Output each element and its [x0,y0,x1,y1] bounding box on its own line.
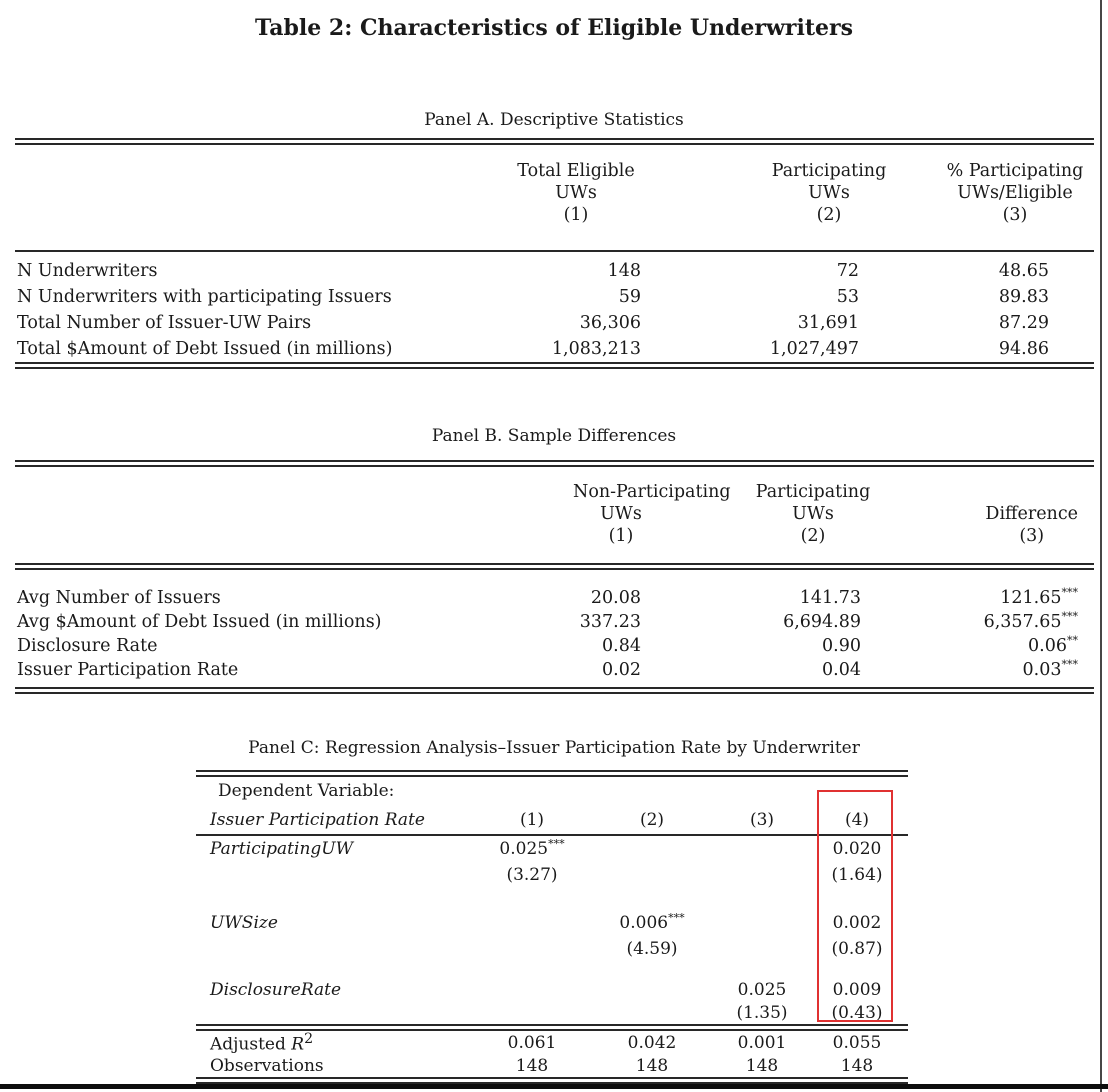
table-row [15,570,1094,610]
value-cell: 0.001 [737,1032,787,1053]
value-cell: 89.83 [998,287,1049,307]
tstat-row [196,862,908,888]
coefficient-value: 0.006 [619,913,669,933]
value-cell: 20.08 [590,588,641,608]
value-cell: 0.025 [737,980,787,1000]
column-header-participating [669,145,887,250]
filler-cell [894,862,908,888]
panel-c-coefficients [196,836,908,1024]
table-row [15,634,1094,658]
value-cell [600,836,704,862]
row-label: N Underwriters with participating Issuers [17,287,392,307]
value-cell: 87.29 [998,313,1049,333]
panel-c-caption: Panel C: Regression Analysis–Issuer Participation Rate by Underwriter [248,738,860,758]
value-cell: 94.86 [998,339,1049,359]
table-row [15,310,1094,336]
value-cell: 0.020 [832,839,882,859]
filler-cell [894,1031,908,1055]
header-line: % Participating [946,161,1084,181]
header-line: Participating [755,482,871,502]
difference-value: 0.03 [1022,660,1062,680]
column-header: (1) [519,809,545,830]
significance-stars: *** [668,911,685,925]
value-cell: 148 [635,1055,669,1076]
header-line: (1) [563,205,589,225]
panel-b-body [15,570,1094,682]
value-cell: 1,027,497 [769,339,859,359]
table-row [15,610,1094,634]
tstat-cell: (1.35) [736,1003,788,1023]
row-label: UWSize [210,913,278,933]
value-cell: 0.061 [507,1032,557,1053]
value-cell [887,610,1094,634]
tstat-row [196,936,908,962]
significance-stars: *** [1061,586,1078,600]
significance-stars: ** [1067,634,1078,648]
header-line: Total Eligible [517,161,635,181]
table-row [15,336,1094,362]
row-label: Observations [210,1055,324,1076]
difference-value: 6,357.65 [983,612,1062,632]
panel-c-table [196,770,908,1084]
dependent-variable-name: Issuer Participation Rate [210,809,425,830]
value-cell: 72 [836,261,859,281]
column-header: (2) [639,809,665,830]
filler-cell [894,1055,908,1077]
value-cell: 31,691 [797,313,859,333]
spacer-row [196,888,908,910]
column-header-pct-participating [887,145,1094,250]
significance-stars: *** [548,837,565,851]
panel-b-caption: Panel B. Sample Differences [431,426,677,446]
page-bottom-border [0,1084,1108,1089]
tstat-cell: (3.27) [506,865,558,885]
row-label: Total Number of Issuer-UW Pairs [17,313,312,333]
difference-value: 121.65 [1000,588,1062,608]
rule-double [196,1077,908,1084]
value-cell: 1,083,213 [551,339,641,359]
header-line: Non-Participating [573,482,731,502]
tstat-cell: (0.87) [831,939,883,959]
filler-cell [894,910,908,936]
filler-cell [894,836,908,862]
tstat-cell: (0.43) [831,1003,883,1023]
value-cell [704,836,820,862]
coefficient-row [196,910,908,936]
panel-b-header-row [15,467,1094,563]
tstat-row [196,1002,908,1024]
empty-cell [196,1002,464,1024]
column-header-total-eligible [451,145,669,250]
filler-cell [894,1002,908,1024]
value-cell: 148 [745,1055,779,1076]
table-row [15,252,1094,284]
empty-cell [196,936,464,962]
header-line: UWs/Eligible [957,183,1073,203]
column-header: (3) [749,809,775,830]
column-header-difference [887,467,1094,563]
value-cell: 0.055 [832,1032,882,1053]
row-label: N Underwriters [17,261,158,281]
value-cell [464,836,600,862]
row-label: Issuer Participation Rate [17,660,239,680]
filler-cell [894,805,908,834]
coefficient-value: 0.025 [499,839,549,859]
spacer-row [196,962,908,978]
rule-double [15,362,1094,369]
panel-a-header-row [15,145,1094,250]
filler-cell [894,936,908,962]
table-row [15,284,1094,310]
stats-row [196,1031,908,1055]
panel-c-stats [196,1031,908,1077]
value-cell: 0.002 [832,913,882,933]
table-row [196,777,908,805]
difference-value: 0.06 [1028,636,1067,656]
table-row [196,805,908,834]
rule-double [15,138,1094,145]
rule-double [196,1024,908,1031]
header-line: (2) [816,205,842,225]
header-line: (1) [608,526,634,546]
tstat-cell: (1.64) [831,865,883,885]
table-title: Table 2: Characteristics of Eligible Underwriters [254,15,854,41]
superscript-2: 2 [304,1031,314,1047]
page-right-border [1100,0,1102,1092]
header-line: (3) [1002,205,1028,225]
panel-a-caption: Panel A. Descriptive Statistics [424,110,684,130]
value-cell: 0.84 [602,636,641,656]
coefficient-row [196,836,908,862]
value-cell [600,910,704,936]
row-label: ParticipatingUW [210,839,354,859]
header-line: (3) [1019,526,1045,546]
header-line: UWs [808,183,850,203]
value-cell: 0.90 [822,636,861,656]
header-line: Participating [771,161,887,181]
column-header-non-participating [451,467,731,563]
empty-cell [600,862,704,888]
empty-cell [464,1002,600,1024]
row-label: Disclosure Rate [17,636,158,656]
row-label: Avg $Amount of Debt Issued (in millions) [17,612,382,632]
value-cell: 0.009 [832,980,882,1000]
value-cell: 148 [840,1055,874,1076]
significance-stars: *** [1061,658,1078,672]
header-line: UWs [600,504,642,524]
empty-header-cell [15,467,451,563]
header-line: Difference [985,504,1078,524]
value-cell: 0.04 [822,660,861,680]
row-label [196,1031,464,1055]
stats-row [196,1055,908,1077]
empty-cell [704,936,820,962]
value-cell: 148 [515,1055,549,1076]
value-cell: 141.73 [799,588,861,608]
coefficient-row [196,978,908,1002]
stat-label: Adjusted [210,1034,292,1055]
significance-stars: *** [1061,610,1078,624]
header-line: UWs [555,183,597,203]
value-cell: 59 [618,287,641,307]
header-block [985,503,1078,547]
value-cell: 337.23 [579,612,641,632]
value-cell [600,978,704,1002]
filler-cell [894,978,908,1002]
value-cell [887,570,1094,610]
value-cell: 53 [836,287,859,307]
value-cell: 48.65 [998,261,1049,281]
value-cell: 6,694.89 [783,612,861,632]
column-header: (4) [844,809,870,830]
empty-cell [600,1002,704,1024]
header-line: (2) [800,526,826,546]
row-label: Total $Amount of Debt Issued (in millions) [17,339,393,359]
value-cell: 148 [607,261,641,281]
row-label: DisclosureRate [210,980,342,1000]
value-cell [887,634,1094,658]
value-cell [464,978,600,1002]
empty-cell [196,862,464,888]
row-label: Avg Number of Issuers [17,588,221,608]
dependent-variable-label: Dependent Variable: [218,781,395,801]
value-cell [464,910,600,936]
value-cell: 0.042 [627,1032,677,1053]
rule-double [15,460,1094,467]
panel-c-header [196,777,908,834]
empty-header-cell [15,145,451,250]
panel-b-table [15,460,1094,694]
tstat-cell: (4.59) [626,939,678,959]
table-row [15,658,1094,682]
r-symbol: R [291,1034,305,1055]
value-cell: 0.02 [602,660,641,680]
panel-a-body [15,252,1094,362]
header-line: UWs [792,504,834,524]
empty-cell [464,936,600,962]
value-cell: 36,306 [579,313,641,333]
rule-double [15,563,1094,570]
empty-cell [704,862,820,888]
panel-a-table [15,138,1094,369]
rule-double [196,770,908,777]
value-cell [887,658,1094,682]
value-cell [704,910,820,936]
rule-double [15,687,1094,694]
